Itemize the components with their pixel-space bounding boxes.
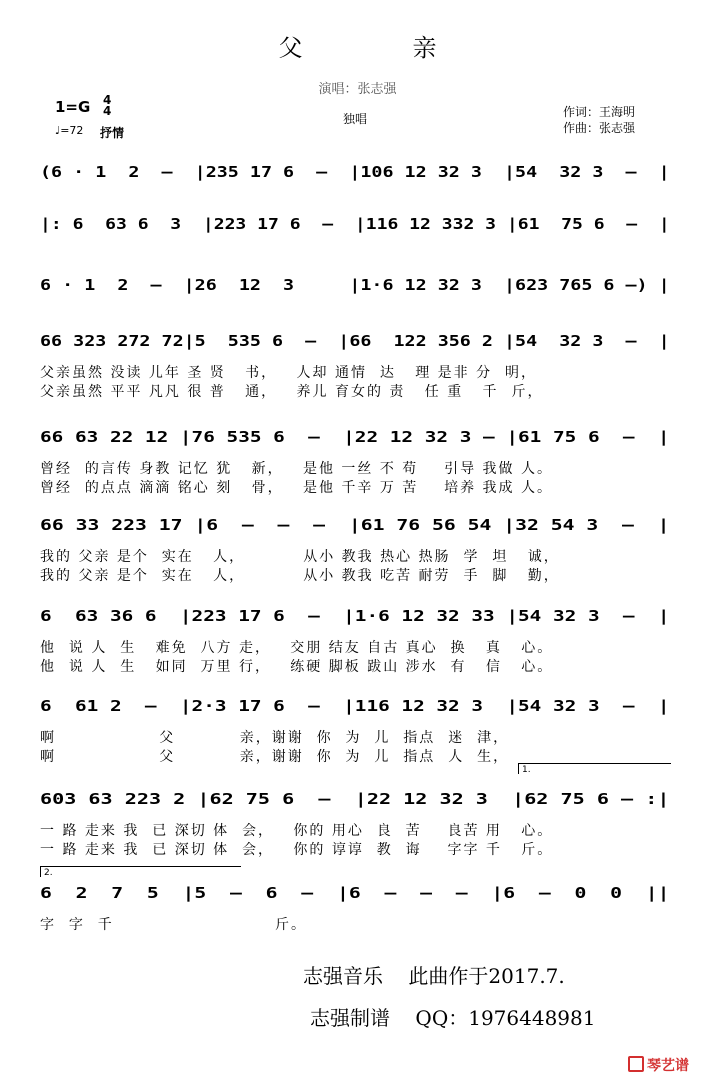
score-system [40, 790, 680, 816]
lyricist-credit: 作词：王海明 [563, 105, 636, 119]
page-title: 父亲 [278, 34, 547, 62]
lyric-line: 字 字 千 斤。 [40, 917, 308, 933]
lyric-line: 父亲虽然 平平 凡凡 很 普 通， 养儿 育女的 责 任 重 千 斤， [40, 384, 544, 400]
score-system [40, 276, 680, 302]
watermark-logo [628, 1055, 689, 1075]
volta-bracket-2 [40, 866, 241, 877]
volta-bracket-1 [518, 763, 671, 774]
composer-credit: 作曲：张志强 [563, 121, 636, 135]
lyric-line: 他 说 人 生 难免 八方 走， 交朋 结友 自古 真心 换 真 心。 [40, 640, 554, 656]
score-system [40, 163, 680, 189]
performance-type: 独唱 [343, 112, 368, 126]
beam-lines [40, 215, 680, 245]
score-system [40, 332, 680, 358]
beam-lines [40, 428, 680, 458]
score-system [40, 215, 680, 241]
notation-line: 6 · 1 2 – |26 12 3 |1·6 12 32 3 |623 765 6 –) | [40, 276, 670, 294]
notation-line: 66 33 223 17 |6 – – – |61 76 56 54 |32 54 3 – | [40, 516, 670, 534]
footer-line-2: 志强制谱 QQ：1976448981 [310, 1006, 596, 1030]
notation-line: 6 2 7 5 |5 – 6 – |6 – – – |6 – 0 0 || [40, 884, 670, 902]
lyric-line: 父亲虽然 没读 儿年 圣 贤 书， 人却 通情 达 理 是非 分 明， [40, 365, 538, 381]
lyric-line: 我的 父亲 是个 实在 人， 从小 教我 吃苦 耐劳 手 脚 勤， [40, 568, 560, 584]
score-system [40, 607, 680, 633]
singer-credit: 演唱：张志强 [318, 82, 397, 97]
beam-lines [40, 607, 680, 637]
notation-line: 6 63 36 6 |223 17 6 – |1·6 12 32 33 |54 32 3 – | [40, 607, 670, 625]
score-system [40, 697, 680, 723]
beam-lines [40, 332, 680, 362]
score-system [40, 428, 680, 454]
time-sig-top: 4 [103, 93, 112, 107]
time-signature [103, 95, 111, 117]
notation-line: 603 63 223 2 |62 75 6 – |22 12 32 3 |62 75 6 – :| [40, 790, 670, 808]
beam-lines [40, 790, 680, 820]
beam-lines [40, 163, 680, 193]
notation-line: 66 63 22 12 |76 535 6 – |22 12 32 3 – |61 75 6 – | [40, 428, 670, 446]
beam-lines [40, 516, 680, 546]
tempo-mark: ♩=72 [55, 124, 84, 137]
score-system [40, 516, 680, 542]
lyric-line: 曾经 的点点 滴滴 铭心 刻 骨， 是他 千辛 万 苦 培养 我成 人。 [40, 480, 554, 496]
lyric-line: 曾经 的言传 身教 记忆 犹 新， 是他 一丝 不 苟 引导 我做 人。 [40, 461, 554, 477]
lyric-line: 啊 父 亲，谢谢 你 为 儿 指点 人 生， [40, 749, 510, 765]
volta-label-2: 2. [44, 868, 53, 878]
lyric-line: 他 说 人 生 如同 万里 行， 练硬 脚板 跋山 涉水 有 信 心。 [40, 659, 554, 675]
key-signature: 1=G [55, 98, 91, 116]
mood-mark: 抒情 [100, 126, 125, 140]
logo-icon [628, 1056, 644, 1072]
watermark-text: 琴艺谱 [647, 1058, 689, 1074]
notation-line: |: 6 63 6 3 |223 17 6 – |116 12 332 3 |61 75 6 – | [40, 215, 670, 233]
time-sig-bottom: 4 [103, 104, 112, 118]
notation-line: 66 323 272 72|5 535 6 – |66 122 356 2 |54 32 3 – | [40, 332, 670, 350]
beam-lines [40, 697, 680, 727]
footer-line-1: 志强音乐 此曲作于2017.7. [303, 964, 565, 988]
volta-label-1: 1. [522, 765, 531, 775]
beam-lines [40, 884, 680, 914]
notation-line: 6 61 2 – |2·3 17 6 – |116 12 32 3 |54 32 3 – | [40, 697, 670, 715]
lyric-line: 我的 父亲 是个 实在 人， 从小 教我 热心 热肠 学 坦 诚， [40, 549, 560, 565]
lyric-line: 啊 父 亲，谢谢 你 为 儿 指点 迷 津， [40, 730, 510, 746]
beam-lines [40, 276, 680, 306]
lyric-line: 一 路 走来 我 已 深切 体 会， 你的 用心 良 苦 良苦 用 心。 [40, 823, 554, 839]
notation-line: (6 · 1 2 – |235 17 6 – |106 12 32 3 |54 32 3 – | [40, 163, 670, 181]
lyric-line: 一 路 走来 我 已 深切 体 会， 你的 谆谆 教 诲 字字 千 斤。 [40, 842, 554, 858]
score-system [40, 884, 680, 910]
